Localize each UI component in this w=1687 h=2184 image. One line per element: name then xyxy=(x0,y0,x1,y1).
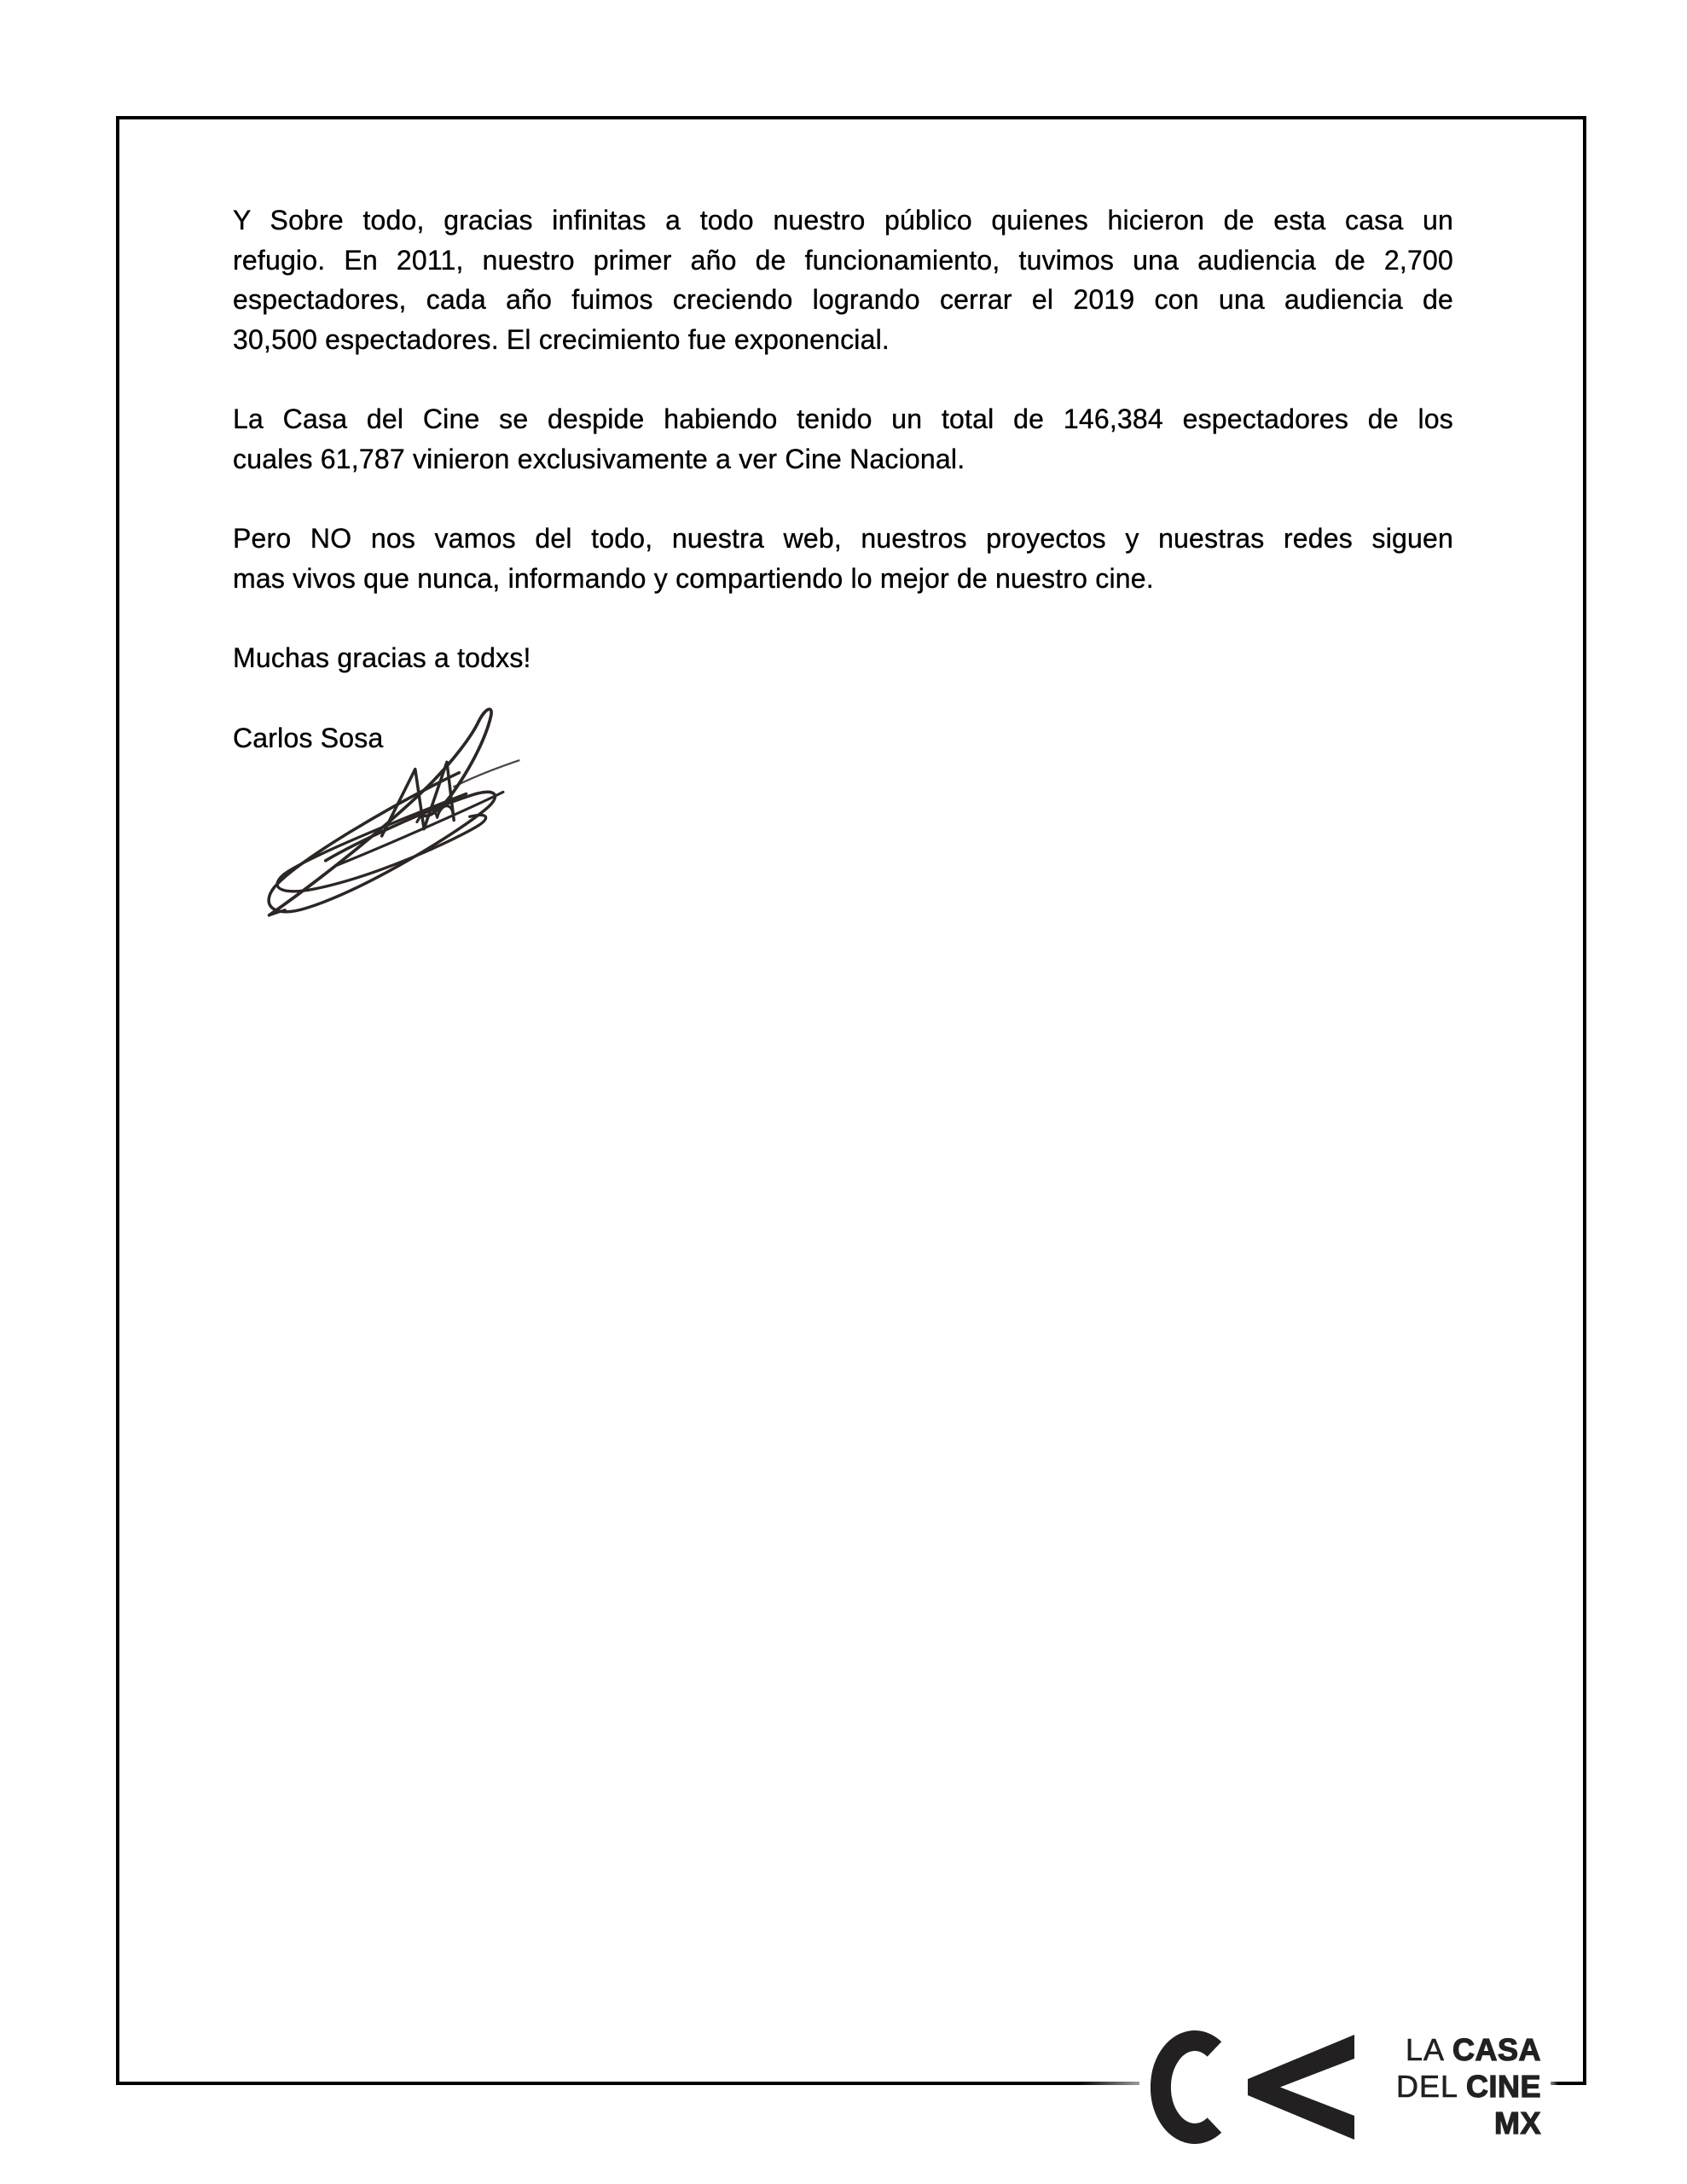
letter-line: Carlos Sosa xyxy=(233,722,384,753)
casa-del-cine-monogram-icon xyxy=(1151,2030,1356,2144)
paragraph-not-leaving xyxy=(233,519,1453,598)
letter-line: espectadores, cada año fuimos creciendo logrando cerrar el 2019 con una audiencia de xyxy=(233,284,1453,315)
logo-text-mx: MX xyxy=(1494,2106,1541,2140)
paragraph-audience-growth xyxy=(233,200,1453,359)
logo-line-2 xyxy=(1356,2068,1541,2105)
letter-line: mas vivos que nunca, informando y compartiendo lo mejor de nuestro cine. xyxy=(233,562,1154,594)
logo-line-3 xyxy=(1356,2105,1541,2141)
logo-line-1 xyxy=(1356,2031,1541,2068)
letter-line: refugio. En 2011, nuestro primer año de funcionamiento, tuvimos una audiencia de 2,700 xyxy=(233,244,1453,276)
page-border-bottom-right-segment xyxy=(1551,2082,1586,2085)
letter-line: La Casa del Cine se despide habiendo tenido un total de 146,384 espectadores de los xyxy=(233,404,1453,434)
logo-text-cine: CINE xyxy=(1465,2069,1541,2104)
letter-line: Muchas gracias a todxs! xyxy=(233,642,531,673)
letter-line: Y Sobre todo, gracias infinitas a todo nuestro público quienes hicieron de esta casa un xyxy=(233,205,1453,235)
page-border-bottom-left-segment xyxy=(116,2082,1139,2085)
signature-scribble-icon xyxy=(252,688,533,931)
letter-line: 30,500 espectadores. El crecimiento fue exponencial. xyxy=(233,323,890,355)
logo-text-casa: CASA xyxy=(1452,2032,1541,2067)
closing-line xyxy=(233,638,1453,678)
letter-line: Pero NO nos vamos del todo, nuestra web, nuestros proyectos y nuestras redes siguen xyxy=(233,523,1453,554)
letter-line: cuales 61,787 vinieron exclusivamente a ver Cine Nacional. xyxy=(233,443,965,474)
logo-text-del: DEL xyxy=(1395,2069,1458,2104)
paragraph-total-spectators xyxy=(233,399,1453,479)
logo-wordmark xyxy=(1356,2031,1541,2141)
signature-image xyxy=(252,688,533,931)
logo-la-casa-del-cine xyxy=(1151,2030,1356,2144)
logo-text-la: LA xyxy=(1405,2032,1445,2067)
